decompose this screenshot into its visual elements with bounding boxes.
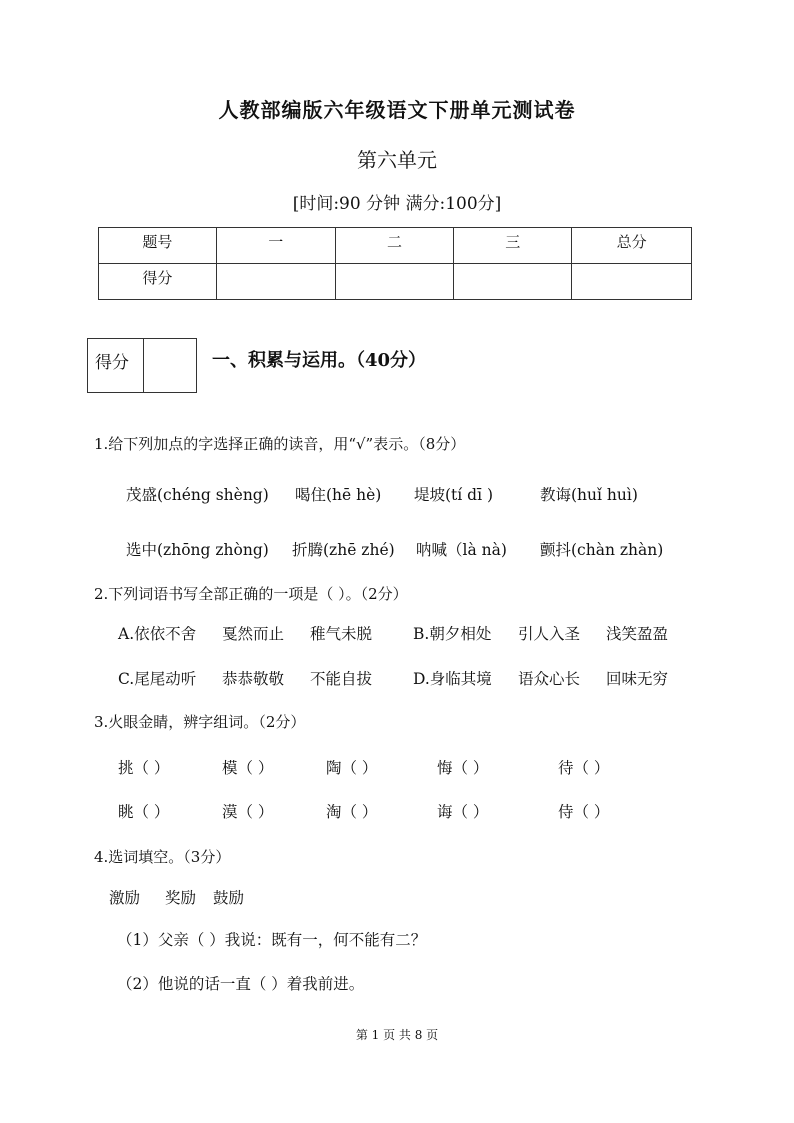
pinyin-option: 颤抖(chàn zhàn): [540, 541, 664, 559]
char-blank: 侍（ ）: [558, 803, 610, 821]
section-score-label: 得分: [88, 339, 144, 392]
question-2-prompt: 2.下列词语书写全部正确的一项是（ ）。（2分）: [94, 585, 408, 603]
pinyin-option: 折腾(zhē zhé): [292, 541, 395, 559]
char-blank: 陶（ ）: [326, 759, 378, 777]
word-item: 稚气未脱: [310, 625, 373, 643]
word-item: 语众心长: [518, 670, 581, 688]
char-blank: 挑（ ）: [118, 759, 170, 777]
unit-subtitle: 第六单元: [357, 148, 437, 172]
score-cell[interactable]: [454, 264, 572, 300]
char-blank: 诲（ ）: [437, 803, 489, 821]
score-table-header-cell: 二: [335, 228, 454, 264]
word-choice: 鼓励: [213, 889, 245, 907]
score-cell[interactable]: [335, 264, 454, 300]
pinyin-option: 堤坡(tí dī ): [414, 486, 494, 504]
score-table-header-cell: 总分: [572, 228, 692, 264]
score-row-label: 得分: [99, 264, 217, 300]
pinyin-option: 教诲(huǐ huì): [540, 486, 638, 504]
pinyin-option: 茂盛(chéng shèng): [126, 486, 269, 504]
score-table-header-cell: 题号: [99, 228, 217, 264]
word-item: 不能自拔: [310, 670, 373, 688]
char-blank: 悔（ ）: [437, 759, 489, 777]
score-cell[interactable]: [216, 264, 335, 300]
pinyin-option: 呐喊（là nà): [416, 541, 507, 559]
answer-option: B.朝夕相处: [413, 625, 492, 643]
page-footer: 第 1 页 共 8 页: [355, 1028, 439, 1042]
score-table-header-cell: 一: [216, 228, 335, 264]
pinyin-option: 喝住(hē hè): [295, 486, 382, 504]
exam-meta: [时间:90 分钟 满分:100分]: [292, 194, 502, 214]
question-4-prompt: 4.选词填空。（3分）: [94, 848, 231, 866]
word-item: 恭恭敬敬: [222, 670, 285, 688]
pinyin-option: 选中(zhōng zhòng): [126, 541, 269, 559]
score-table-header-row: [99, 228, 692, 264]
question-3-prompt: 3.火眼金睛，辨字组词。（2分）: [94, 713, 306, 731]
answer-option: D.身临其境: [413, 670, 492, 688]
char-blank: 漠（ ）: [222, 803, 274, 821]
char-blank: 淘（ ）: [326, 803, 378, 821]
word-item: 引人入圣: [518, 625, 581, 643]
word-choice: 激励: [109, 889, 141, 907]
word-choice: 奖励: [165, 889, 197, 907]
question-1-prompt: 1.给下列加点的字选择正确的读音，用“√”表示。（8分）: [94, 435, 466, 453]
fill-sentence: （2）他说的话一直（ ）着我前进。: [117, 975, 365, 993]
word-item: 回味无穷: [606, 670, 669, 688]
page-title: 人教部编版六年级语文下册单元测试卷: [218, 98, 576, 122]
score-table-row: [99, 264, 692, 300]
char-blank: 模（ ）: [222, 759, 274, 777]
answer-option: C.尾尾动听: [118, 670, 197, 688]
char-blank: 眺（ ）: [118, 803, 170, 821]
answer-option: A.依依不舍: [118, 625, 197, 643]
score-cell[interactable]: [572, 264, 692, 300]
word-item: 戛然而止: [222, 625, 285, 643]
word-item: 浅笑盈盈: [606, 625, 669, 643]
score-table: [98, 227, 692, 300]
char-blank: 待（ ）: [558, 759, 610, 777]
section-score-box: [87, 338, 197, 393]
score-table-header-cell: 三: [454, 228, 572, 264]
fill-sentence: （1）父亲（ ）我说：既有一，何不能有二？: [117, 931, 427, 949]
section-score-field[interactable]: [144, 339, 196, 392]
section-heading: 一、积累与运用。（40分）: [212, 350, 427, 371]
